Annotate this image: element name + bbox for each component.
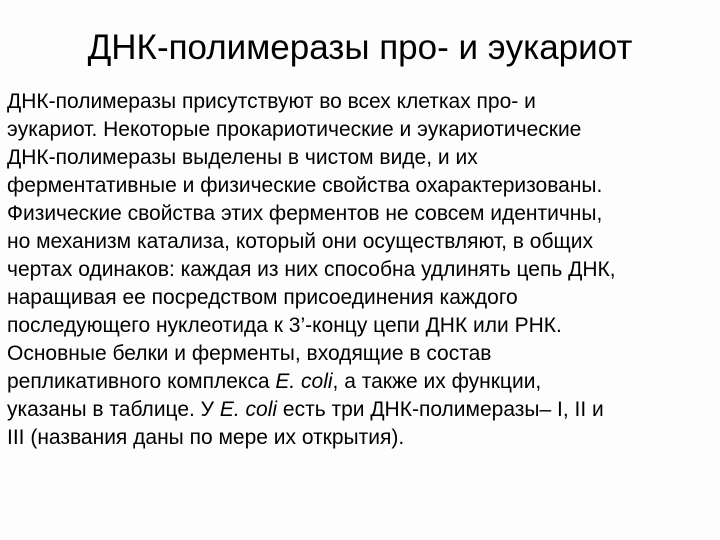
body-line (7, 368, 717, 396)
slide-body (7, 88, 717, 452)
body-line: III (названия даны по мере их открытия). (7, 426, 405, 449)
body-line: ДНК-полимеразы присутствуют во всех клетках про- и (7, 90, 536, 113)
slide-title: ДНК-полимеразы про- и эукариот (87, 28, 633, 67)
body-line: последующего нуклеотида к 3’-концу цепи ДНК или РНК. (7, 314, 562, 337)
body-line: чертах одинаков: каждая из них способна удлинять цепь ДНК, (7, 258, 616, 281)
body-text-segment: репликативного комплекса (7, 370, 276, 393)
species-name: E. coli (219, 398, 278, 421)
body-text-segment: указаны в таблице. У (7, 398, 220, 421)
body-line: Физические свойства этих ферментов не совсем идентичны, (7, 202, 603, 225)
species-name: E. coli (275, 370, 333, 393)
body-line: наращивая ее посредством присоединения каждого (7, 286, 518, 309)
body-text-segment: есть три ДНК-полимеразы– I, II и (277, 398, 604, 421)
body-line (7, 396, 717, 424)
body-line: но механизм катализа, который они осуществляют, в общих (7, 230, 593, 253)
body-line: Основные белки и ферменты, входящие в состав (7, 342, 492, 365)
body-line: ферментативные и физические свойства охарактеризованы. (7, 174, 603, 197)
body-text-segment: , а также их функции, (332, 370, 542, 393)
body-line: ДНК-полимеразы выделены в чистом виде, и их (7, 146, 478, 169)
body-line: эукариот. Некоторые прокариотические и эукариотические (7, 118, 582, 141)
